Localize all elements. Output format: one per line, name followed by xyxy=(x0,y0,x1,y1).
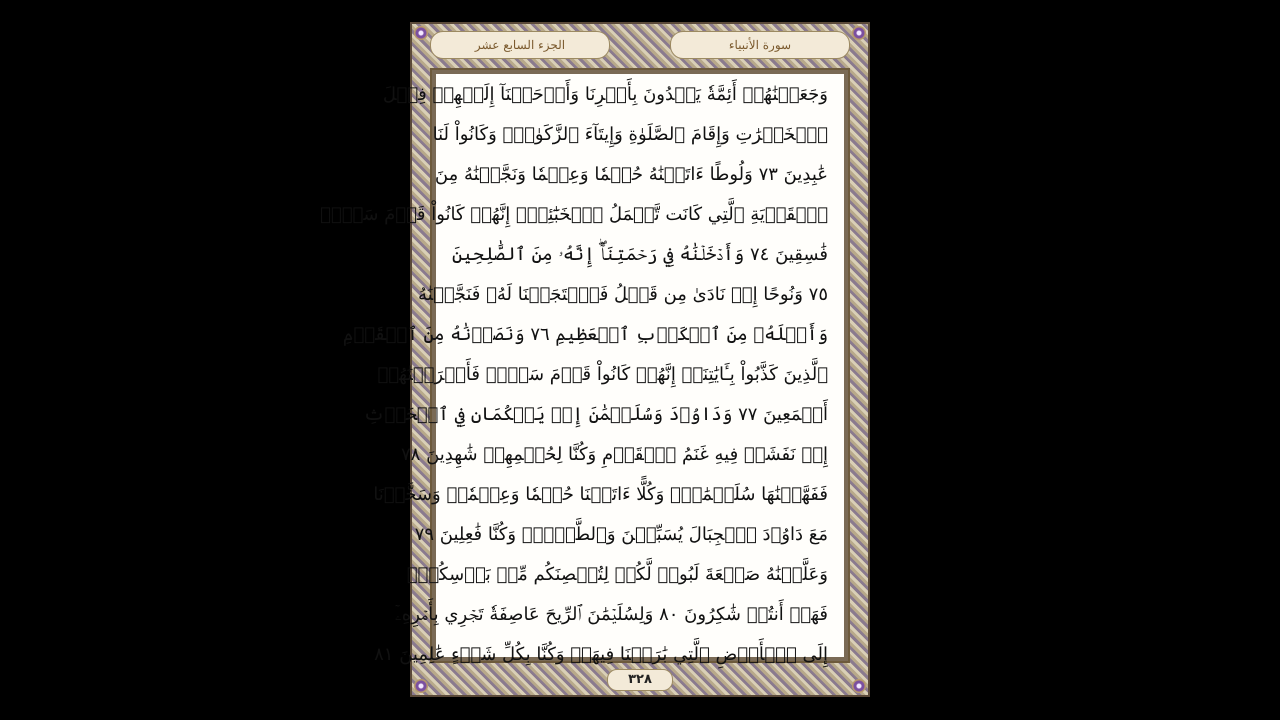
verse-lines xyxy=(320,74,844,665)
verse-line: وَجَعَلۡنَٰهُمۡ أَئِمَّةٗ يَهۡدُونَ بِأَمۡرِنَا وَأَوۡحَيۡنَآ إِلَيۡهِمۡ فِعۡلَ xyxy=(382,84,828,105)
rosette-icon xyxy=(414,26,428,40)
page-number: ٣٢٨ xyxy=(607,669,673,691)
verse-line: فَٰسِقِينَ ٧٤ وَأَدۡخَلۡنَٰهُ فِي رَحۡمَتِنَآۖ إِنَّهُۥ مِنَ ٱلصَّٰلِحِينَ xyxy=(452,244,828,265)
verse-line: ٱلۡخَيۡرَٰتِ وَإِقَامَ ٱلصَّلَوٰةِ وَإِيتَآءَ ٱلزَّكَوٰةِۖ وَكَانُواْ لَنَا xyxy=(432,124,828,145)
verse-line: أَجۡمَعِينَ ٧٧ وَدَاوُۥدَ وَسُلَيۡمَٰنَ إِذۡ يَحۡكُمَانِ فِي ٱلۡحَرۡثِ xyxy=(363,404,828,425)
verse-line: إِذۡ نَفَشَتۡ فِيهِ غَنَمُ ٱلۡقَوۡمِ وَكُنَّا لِحُكۡمِهِمۡ شَٰهِدِينَ ٧٨ xyxy=(401,444,828,465)
page-footer xyxy=(410,669,870,691)
verse-line: فَهَلۡ أَنتُمۡ شَٰكِرُونَ ٨٠ وَلِسُلَيۡمَٰنَ ٱلرِّيحَ عَاصِفَةٗ تَجۡرِي بِأَمۡرِهِۦٓ xyxy=(394,604,828,625)
rosette-icon xyxy=(852,26,866,40)
surah-label: سورة الأنبياء xyxy=(728,38,792,52)
verse-line: ٱلۡقَرۡيَةِ ٱلَّتِي كَانَت تَّعۡمَلُ ٱلۡخَبَٰٓئِثَۚ إِنَّهُمۡ كَانُواْ قَوۡمَ سَوۡءٖ xyxy=(320,204,828,225)
verse-line: عَٰبِدِينَ ٧٣ وَلُوطًا ءَاتَيۡنَٰهُ حُكۡمٗا وَعِلۡمٗا وَنَجَّيۡنَٰهُ مِنَ xyxy=(434,164,828,185)
mushaf-page xyxy=(320,22,870,697)
surah-label-box xyxy=(670,31,850,59)
verse-line: ٱلَّذِينَ كَذَّبُواْ بِـَٔايَٰتِنَآۚ إِنَّهُمۡ كَانُواْ قَوۡمَ سَوۡءٖ فَأَغۡرَقۡنَٰهُمۡ xyxy=(377,364,828,385)
verse-line: فَفَهَّمۡنَٰهَا سُلَيۡمَٰنَۚ وَكُلًّا ءَاتَيۡنَا حُكۡمٗا وَعِلۡمٗاۚ وَسَخَّرۡنَا xyxy=(373,484,828,505)
juz-label: الجزء السابع عشر xyxy=(474,38,566,52)
verse-line: مَعَ دَاوُۥدَ ٱلۡجِبَالَ يُسَبِّحۡنَ وَٱلطَّيۡرَۚ وَكُنَّا فَٰعِلِينَ ٧٩ xyxy=(414,524,828,545)
juz-label-box xyxy=(430,31,610,59)
verse-line: ٧٥ وَنُوحًا إِذۡ نَادَىٰ مِن قَبۡلُ فَٱسۡتَجَبۡنَا لَهُۥ فَنَجَّيۡنَٰهُ xyxy=(418,284,828,305)
verse-line: وَأَهۡلَهُۥ مِنَ ٱلۡكَرۡبِ ٱلۡعَظِيمِ ٧٦ وَنَصَرۡنَٰهُ مِنَ ٱلۡقَوۡمِ xyxy=(342,324,828,345)
text-panel xyxy=(320,74,844,665)
verse-line: وَعَلَّمۡنَٰهُ صَنۡعَةَ لَبُوسٖ لَّكُمۡ لِتُحۡصِنَكُم مِّنۢ بَأۡسِكُمۡۖ xyxy=(406,564,828,585)
verse-line: إِلَى ٱلۡأَرۡضِ ٱلَّتِي بَٰرَكۡنَا فِيهَاۚ وَكُنَّا بِكُلِّ شَيۡءٍ عَٰلِمِينَ ٨١ xyxy=(374,644,828,665)
page-header xyxy=(430,28,850,62)
